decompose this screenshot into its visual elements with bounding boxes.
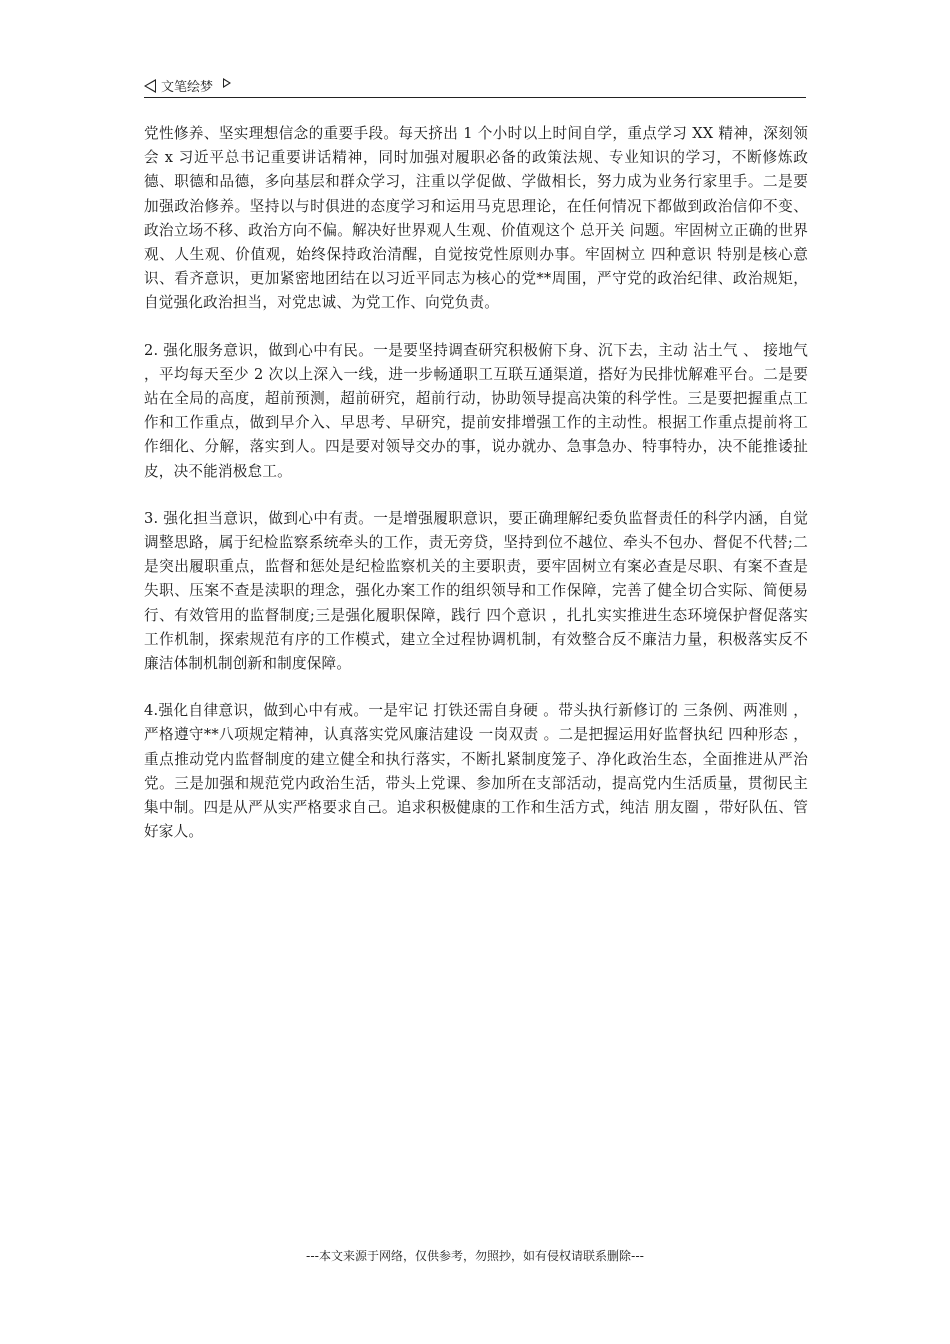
document-body [144, 122, 808, 844]
triangle-right-icon [223, 78, 231, 88]
triangle-left-icon [144, 79, 156, 93]
paragraph-1: 党性修养、坚实理想信念的重要手段。每天挤出 1 个小时以上时间自学，重点学习 XX 精神，深刻领会 x 习近平总书记重要讲话精神，同时加强对履职必备的政策法规、专业知识的学习，不断修炼政德、职德和品德，多向基层和群众学习，注重以学促做、学做相长，努力成为业务行家里手。二是要加强政治修养。坚持以与时俱进的态度学习和运用马克思理论，在任何情况下都做到政治信仰不变、政治立场不移、政治方向不偏。解决好世界观人生观、价值观这个 总开关 问题。牢固树立正确的世界观、人生观、价值观，始终保持政治清醒，自觉按党性原则办事。牢固树立 四种意识 特别是核心意识、看齐意识，更加紧密地团结在以习近平同志为核心的党**周围，严守党的政治纪律、政治规矩，自觉强化政治担当，对党忠诚、为党工作、向党负责。 [144, 125, 808, 312]
paragraph-4: 4.强化自律意识，做到心中有戒。一是牢记 打铁还需自身硬 。带头执行新修订的 三条例、两准则 ，严格遵守**八项规定精神，认真落实党风廉洁建设 一岗双责 。二是把握运用好监督执纪 四种形态 ，重点推动党内监督制度的建立健全和执行落实，不断扎紧制度笼子、净化政治生态，全面推进从严治党。三是加强和规范党内政治生活，带头上党课、参加所在支部活动，提高党内生活质量，贯彻民主集中制。四是从严从实严格要求自己。追求积极健康的工作和生活方式，纯洁 朋友圈 ，带好队伍、管好家人。 [144, 702, 808, 841]
paragraph-3: 3. 强化担当意识，做到心中有责。一是增强履职意识，要正确理解纪委负监督责任的科学内涵，自觉调整思路，属于纪检监察系统牵头的工作，责无旁贷，坚持到位不越位、牵头不包办、督促不代替;二是突出履职重点，监督和惩处是纪检监察机关的主要职责，要牢固树立有案必查是尽职、有案不查是失职、压案不查是渎职的理念，强化办案工作的组织领导和工作保障，完善了健全切合实际、简便易行、有效管用的监督制度;三是强化履职保障，践行 四个意识 ，扎扎实实推进生态环境保护督促落实工作机制，探索规范有序的工作模式，建立全过程协调机制，有效整合反不廉洁力量，积极落实反不廉洁体制机制创新和制度保障。 [144, 509, 808, 673]
paragraph-2: 2. 强化服务意识，做到心中有民。一是要坚持调查研究积极俯下身、沉下去，主动 沾土气 、 接地气 ，平均每天至少 2 次以上深入一线，进一步畅通职工互联互通渠道，搭好为民排忧解难平台。二是要站在全局的高度，超前预测，超前研究，超前行动，协助领导提高决策的科学性。三是要把握重点工作和工作重点，做到早介入、早思考、早研究，提前安排增强工作的主动性。根据工作重点提前将工作细化、分解，落实到人。四是要对领导交办的事，说办就办、急事急办、特事特办，决不能推诿扯皮，决不能消极怠工。 [144, 341, 808, 480]
footer-notice: ---本文来源于网络，仅供参考，勿照抄，如有侵权请联系删除--- [306, 1249, 644, 1263]
header-brand [144, 76, 231, 95]
page-header [144, 72, 806, 98]
header-title-text: 文笔绘梦 [161, 80, 214, 95]
